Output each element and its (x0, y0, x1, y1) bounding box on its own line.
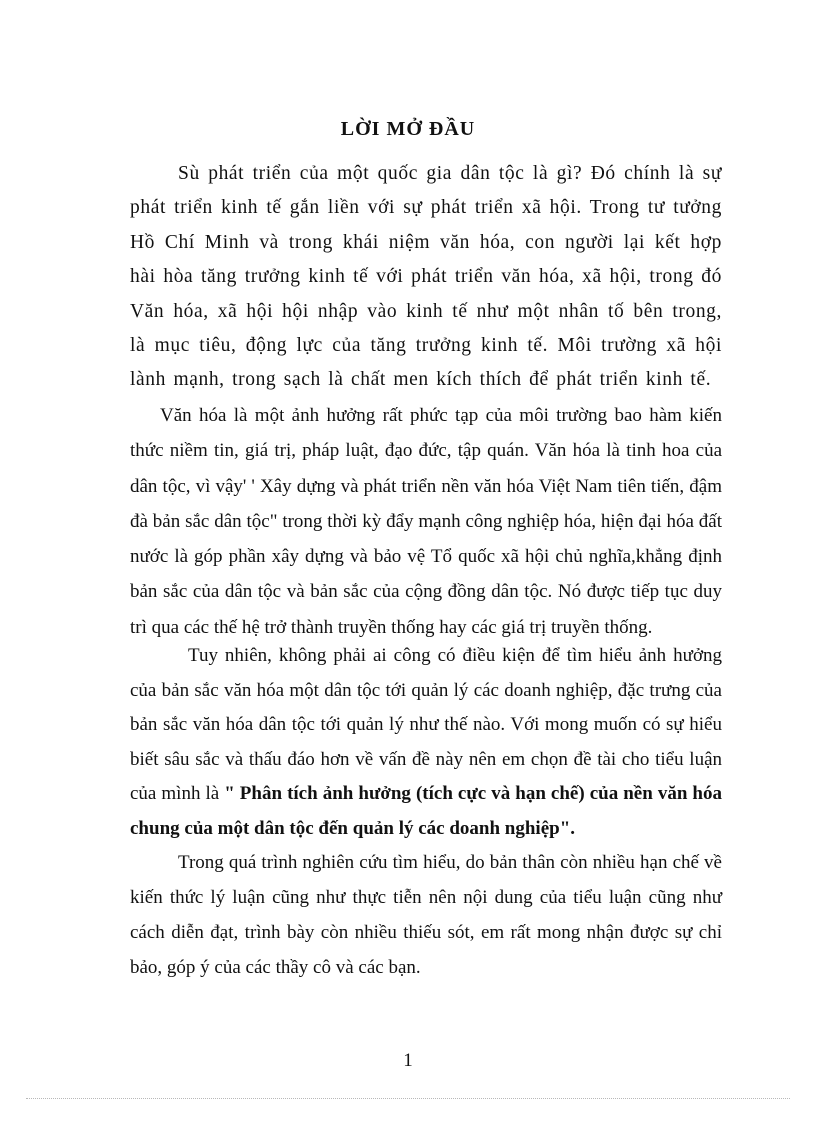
page-number: 1 (403, 1050, 413, 1071)
page-bottom-divider (26, 1098, 790, 1099)
paragraph-topic-title: " Phân tích ảnh hưởng (tích cực và hạn chế) của nền văn hóa chung của một dân tộc đến quản lý các doanh nghiệp". (130, 783, 722, 839)
paragraph-intro: Sù phát triển của một quốc gia dân tộc là gì? Đó chính là sự phát triển kinh tế gắn liền với sự phát triển xã hội. Trong tư tưởng Hồ Chí Minh và trong khái niệm văn hóa, con người lại kết hợp hài hòa tăng trưởng kinh tế với phát triển văn hóa, xã hội, trong đó Văn hóa, xã hội hội nhập vào kinh tế như một nhân tố bên trong, là mục tiêu, động lực của tăng trưởng kinh tế. Môi trường xã hội lành mạnh, trong sạch là chất men kích thích để phát triển kinh tế. (130, 163, 722, 391)
paragraph-topic (130, 639, 722, 847)
paragraph-culture: Văn hóa là một ảnh hưởng rất phức tạp của môi trường bao hàm kiến thức niềm tin, giá trị, pháp luật, đạo đức, tập quán. Văn hóa là tinh hoa của dân tộc, vì vậy' ' Xây dựng và phát triển nền văn hóa Việt Nam tiên tiến, đậm đà bản sắc dân tộc" trong thời kỳ đẩy mạnh công nghiệp hóa, hiện đại hóa đất nước là góp phần xây dựng và bảo vệ Tổ quốc xã hội chủ nghĩa,khẳng định bản sắc của dân tộc và bản sắc của cộng đồng dân tộc. Nó được tiếp tục duy trì qua các thế hệ trở thành truyền thống hay các giá trị truyền thống. (130, 405, 722, 638)
paragraph-topic-text: Tuy nhiên, không phải ai công có điều kiện để tìm hiểu ảnh hưởng của bản sắc văn hóa một dân tộc tới quản lý các doanh nghiệp, đặc trưng của bản sắc văn hóa dân tộc tới quản lý như thế nào. Với mong muốn có sự hiểu biết sâu sắc và thấu đáo hơn về vấn đề này nên em chọn đề tài cho tiểu luận của mình là (130, 645, 722, 805)
paragraph-closing: Trong quá trình nghiên cứu tìm hiểu, do bản thân còn nhiều hạn chế về kiến thức lý luận cũng như thực tiễn nên nội dung của tiểu luận cũng như cách diễn đạt, trình bày còn nhiều thiếu sót, em rất mong nhận được sự chỉ bảo, góp ý của các thầy cô và các bạn. (130, 852, 722, 978)
page-title: LỜI MỞ ĐẦU (340, 118, 476, 140)
